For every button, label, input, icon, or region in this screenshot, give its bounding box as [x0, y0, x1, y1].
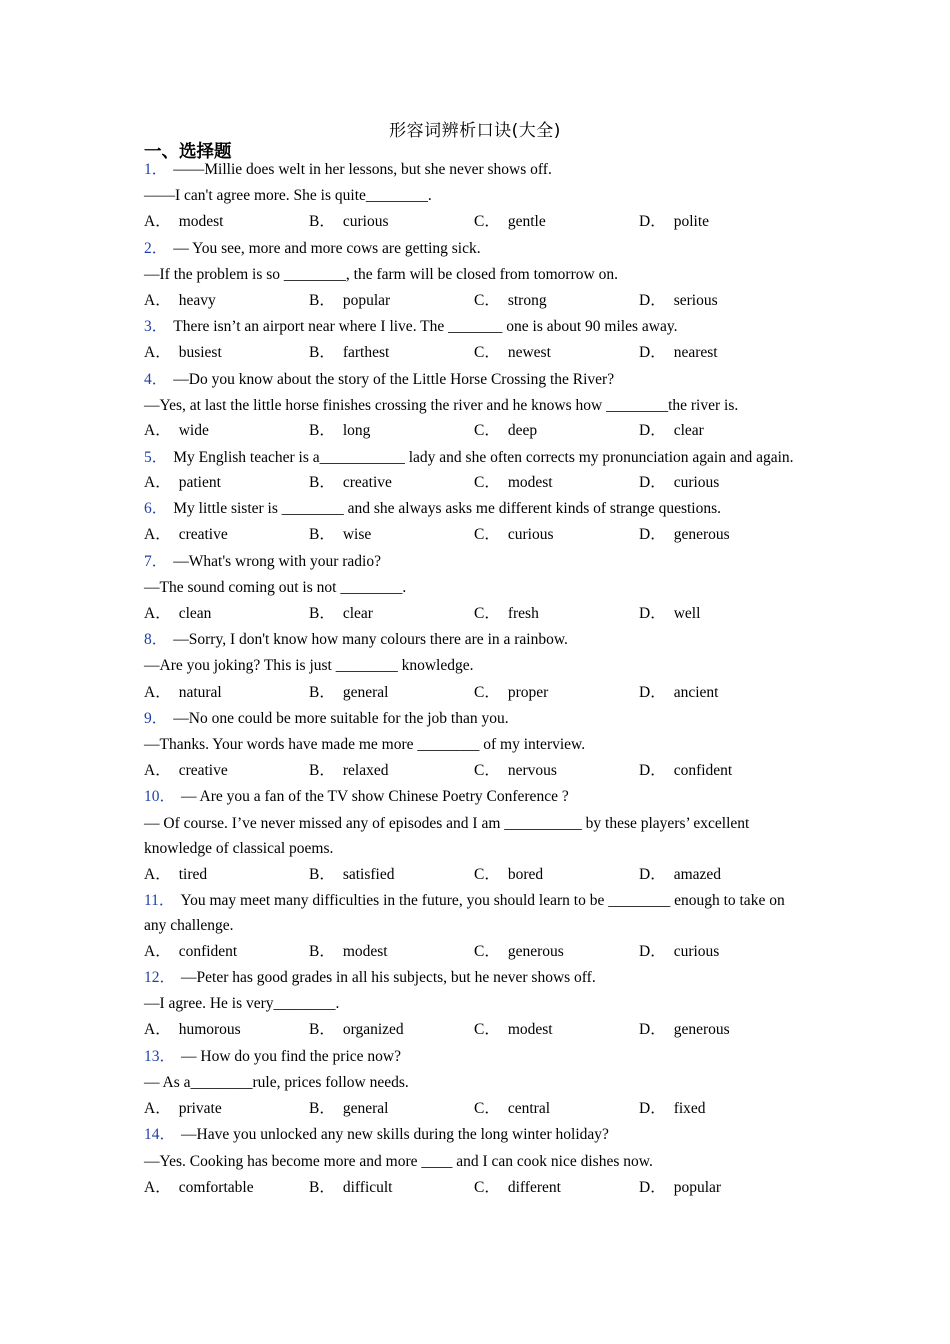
option-letter: A．	[144, 292, 171, 310]
answer-option[interactable]	[639, 418, 804, 444]
answer-options	[144, 1096, 804, 1122]
question-item	[144, 157, 804, 236]
question-number: 3．	[144, 318, 168, 336]
question-text: —Thanks. Your words have made me more ________ of my interview.	[144, 736, 586, 754]
option-letter: C．	[474, 474, 500, 492]
option-letter: D．	[639, 422, 666, 440]
option-letter: A．	[144, 865, 171, 883]
option-letter: D．	[639, 292, 666, 310]
option-letter: A．	[144, 1178, 171, 1196]
answer-option[interactable]	[309, 418, 474, 444]
answer-option[interactable]	[309, 209, 474, 235]
option-letter: B．	[309, 1100, 335, 1118]
option-letter: D．	[639, 683, 666, 701]
answer-option[interactable]	[474, 939, 639, 965]
question-text: —Are you joking? This is just ________ knowledge.	[144, 657, 474, 675]
option-letter: D．	[639, 474, 666, 492]
option-text: generous	[673, 526, 730, 544]
option-letter: B．	[309, 422, 335, 440]
answer-option[interactable]	[474, 1175, 639, 1201]
answer-options	[144, 758, 804, 784]
question-stem	[144, 496, 804, 522]
option-letter: C．	[474, 605, 500, 623]
option-text: well	[673, 605, 701, 623]
option-letter: C．	[474, 292, 500, 310]
option-text: relaxed	[342, 762, 389, 780]
question-stem	[144, 236, 804, 262]
answer-option[interactable]	[144, 418, 309, 444]
option-text: deep	[507, 422, 538, 440]
option-letter: D．	[639, 213, 666, 231]
option-letter: B．	[309, 1178, 335, 1196]
question-stem	[144, 1044, 804, 1070]
answer-option[interactable]	[639, 1017, 804, 1043]
question-number: 4．	[144, 370, 168, 388]
option-letter: C．	[474, 213, 500, 231]
answer-option[interactable]	[639, 522, 804, 548]
answer-options	[144, 680, 804, 706]
answer-option[interactable]	[309, 680, 474, 706]
question-item	[144, 1122, 804, 1201]
answer-option[interactable]	[474, 288, 639, 314]
answer-option[interactable]	[474, 418, 639, 444]
answer-option[interactable]	[639, 209, 804, 235]
question-text: ——I can't agree more. She is quite________.	[144, 187, 432, 205]
option-letter: B．	[309, 605, 335, 623]
option-text: fresh	[507, 605, 539, 623]
answer-option[interactable]	[144, 680, 309, 706]
option-text: tired	[178, 865, 208, 883]
answer-option[interactable]	[309, 862, 474, 888]
option-text: amazed	[673, 865, 722, 883]
answer-options	[144, 1017, 804, 1043]
answer-options	[144, 862, 804, 888]
answer-option[interactable]	[144, 939, 309, 965]
answer-option[interactable]	[309, 522, 474, 548]
option-letter: C．	[474, 422, 500, 440]
option-text: difficult	[342, 1178, 393, 1196]
question-number: 6．	[144, 500, 168, 518]
question-dialogue-line	[144, 575, 804, 601]
answer-option[interactable]	[144, 522, 309, 548]
option-text: modest	[342, 942, 388, 960]
option-letter: C．	[474, 683, 500, 701]
option-letter: D．	[639, 865, 666, 883]
option-text: curious	[507, 526, 554, 544]
option-text: clear	[673, 422, 704, 440]
option-letter: B．	[309, 213, 335, 231]
question-stem	[144, 888, 804, 939]
answer-option[interactable]	[639, 340, 804, 366]
question-stem	[144, 627, 804, 653]
question-item	[144, 965, 804, 1044]
question-dialogue-line	[144, 1149, 804, 1175]
question-text: —Yes, at last the little horse finishes crossing the river and he knows how ________the river is.	[144, 396, 739, 414]
option-text: bored	[507, 865, 544, 883]
question-text: ——Millie does welt in her lessons, but she never shows off.	[173, 161, 552, 178]
answer-options	[144, 288, 804, 314]
question-item	[144, 706, 804, 785]
question-dialogue-line	[144, 653, 804, 679]
option-text: nervous	[507, 762, 557, 780]
question-text: —Peter has good grades in all his subjects, but he never shows off.	[181, 969, 596, 987]
answer-options	[144, 418, 804, 444]
question-text: —If the problem is so ________, the farm will be closed from tomorrow on.	[144, 265, 618, 283]
question-text: — As a________rule, prices follow needs.	[144, 1073, 409, 1091]
question-number: 14．	[144, 1126, 176, 1144]
option-text: popular	[673, 1178, 722, 1196]
option-text: long	[342, 422, 371, 440]
option-letter: A．	[144, 942, 171, 960]
question-item	[144, 784, 804, 887]
option-letter: A．	[144, 683, 171, 701]
question-text: You may meet many difficulties in the future, you should learn to be ________ enough to take on any challenge.	[144, 891, 785, 935]
option-text: satisfied	[342, 865, 395, 883]
answer-option[interactable]	[474, 522, 639, 548]
option-letter: B．	[309, 762, 335, 780]
question-stem	[144, 549, 804, 575]
answer-option[interactable]	[474, 601, 639, 627]
answer-option[interactable]	[639, 601, 804, 627]
option-letter: B．	[309, 292, 335, 310]
question-number: 12．	[144, 969, 176, 987]
option-letter: B．	[309, 865, 335, 883]
option-text: generous	[507, 942, 564, 960]
answer-option[interactable]	[309, 1017, 474, 1043]
question-text: —What's wrong with your radio?	[173, 552, 381, 570]
answer-option[interactable]	[309, 758, 474, 784]
question-dialogue-line	[144, 183, 804, 209]
option-letter: C．	[474, 526, 500, 544]
answer-option[interactable]	[639, 862, 804, 888]
answer-options	[144, 601, 804, 627]
answer-options	[144, 522, 804, 548]
option-text: general	[342, 683, 389, 701]
option-letter: D．	[639, 762, 666, 780]
answer-option[interactable]	[309, 340, 474, 366]
question-item	[144, 549, 804, 628]
option-letter: B．	[309, 942, 335, 960]
question-stem	[144, 367, 804, 393]
option-text: clear	[342, 605, 373, 623]
option-letter: D．	[639, 605, 666, 623]
option-text: different	[507, 1178, 561, 1196]
question-text: —Yes. Cooking has become more and more ____ and I can cook nice dishes now.	[144, 1152, 653, 1170]
option-text: general	[342, 1100, 389, 1118]
question-item	[144, 888, 804, 965]
option-letter: A．	[144, 344, 171, 362]
option-text: gentle	[507, 213, 546, 231]
answer-option[interactable]	[144, 1096, 309, 1122]
option-text: natural	[178, 683, 222, 701]
option-letter: D．	[639, 344, 666, 362]
option-letter: C．	[474, 942, 500, 960]
answer-option[interactable]	[309, 601, 474, 627]
option-letter: C．	[474, 762, 500, 780]
question-text: — How do you find the price now?	[181, 1047, 401, 1065]
option-text: heavy	[178, 292, 216, 310]
option-text: organized	[342, 1021, 404, 1039]
option-letter: A．	[144, 213, 171, 231]
option-text: proper	[507, 683, 549, 701]
question-text: —Sorry, I don't know how many colours there are in a rainbow.	[173, 631, 568, 649]
question-number: 5．	[144, 448, 168, 466]
question-number: 7．	[144, 552, 168, 570]
question-text: —Do you know about the story of the Little Horse Crossing the River?	[173, 370, 615, 388]
answer-option[interactable]	[144, 862, 309, 888]
question-item	[144, 367, 804, 445]
page-title: 形容词辨析口诀(大全)	[389, 121, 561, 141]
answer-option[interactable]	[144, 470, 309, 496]
option-letter: C．	[474, 865, 500, 883]
answer-options	[144, 340, 804, 366]
option-text: polite	[673, 213, 710, 231]
question-number: 10．	[144, 788, 176, 806]
option-text: creative	[178, 526, 228, 544]
option-text: modest	[507, 474, 553, 492]
option-text: curious	[673, 474, 720, 492]
option-text: curious	[673, 942, 720, 960]
question-stem	[144, 1122, 804, 1148]
question-list	[144, 157, 804, 1201]
answer-option[interactable]	[474, 470, 639, 496]
answer-options	[144, 1175, 804, 1201]
option-letter: B．	[309, 474, 335, 492]
question-dialogue-line	[144, 393, 804, 419]
question-number: 2．	[144, 239, 168, 257]
option-letter: A．	[144, 474, 171, 492]
option-letter: A．	[144, 762, 171, 780]
option-letter: D．	[639, 1100, 666, 1118]
answer-options	[144, 939, 804, 965]
answer-option[interactable]	[144, 288, 309, 314]
answer-option[interactable]	[474, 1017, 639, 1043]
question-stem	[144, 706, 804, 732]
question-number: 8．	[144, 631, 168, 649]
option-text: confident	[673, 762, 733, 780]
answer-option[interactable]	[144, 601, 309, 627]
question-dialogue-line	[144, 1070, 804, 1096]
option-letter: B．	[309, 344, 335, 362]
answer-option[interactable]	[474, 758, 639, 784]
option-letter: D．	[639, 526, 666, 544]
answer-option[interactable]	[639, 758, 804, 784]
answer-options	[144, 209, 804, 235]
answer-option[interactable]	[474, 680, 639, 706]
question-item	[144, 314, 804, 366]
question-text: My English teacher is a___________ lady and she often corrects my pronunciation again and again.	[173, 448, 794, 466]
section-heading: 一、选择题	[144, 142, 232, 162]
answer-option[interactable]	[144, 340, 309, 366]
question-stem	[144, 157, 804, 183]
question-number: 9．	[144, 709, 168, 727]
option-text: clean	[178, 605, 212, 623]
option-letter: C．	[474, 1100, 500, 1118]
question-text: —The sound coming out is not ________.	[144, 578, 407, 596]
question-text: My little sister is ________ and she always asks me different kinds of strange questions.	[173, 500, 721, 518]
question-stem	[144, 784, 804, 810]
option-text: strong	[507, 292, 547, 310]
option-text: wise	[342, 526, 372, 544]
option-text: confident	[178, 942, 238, 960]
option-letter: D．	[639, 1178, 666, 1196]
option-text: newest	[507, 344, 551, 362]
option-letter: C．	[474, 344, 500, 362]
answer-option[interactable]	[639, 939, 804, 965]
option-text: modest	[178, 213, 224, 231]
question-stem	[144, 445, 804, 471]
option-text: modest	[507, 1021, 553, 1039]
question-number: 1．	[144, 161, 168, 178]
answer-option[interactable]	[639, 288, 804, 314]
answer-option[interactable]	[639, 470, 804, 496]
option-text: farthest	[342, 344, 390, 362]
question-stem	[144, 314, 804, 340]
option-letter: D．	[639, 1021, 666, 1039]
answer-option[interactable]	[309, 939, 474, 965]
answer-option[interactable]	[474, 1096, 639, 1122]
answer-option[interactable]	[474, 340, 639, 366]
question-text: —Have you unlocked any new skills during the long winter holiday?	[181, 1126, 609, 1144]
option-letter: B．	[309, 1021, 335, 1039]
option-text: creative	[178, 762, 228, 780]
option-letter: C．	[474, 1178, 500, 1196]
answer-option[interactable]	[474, 209, 639, 235]
question-text: — Are you a fan of the TV show Chinese Poetry Conference ?	[181, 788, 569, 806]
answer-option[interactable]	[144, 209, 309, 235]
question-item	[144, 445, 804, 497]
question-text: — You see, more and more cows are getting sick.	[173, 239, 481, 257]
option-text: nearest	[673, 344, 718, 362]
option-letter: A．	[144, 1021, 171, 1039]
option-text: private	[178, 1100, 222, 1118]
question-dialogue-line	[144, 811, 804, 862]
question-item	[144, 1044, 804, 1123]
option-letter: B．	[309, 526, 335, 544]
option-text: fixed	[673, 1100, 706, 1118]
question-text: There isn’t an airport near where I live. The _______ one is about 90 miles away.	[173, 318, 678, 336]
question-number: 13．	[144, 1047, 176, 1065]
question-number: 11．	[144, 891, 175, 909]
answer-option[interactable]	[144, 1175, 309, 1201]
answer-option[interactable]	[639, 680, 804, 706]
option-text: central	[507, 1100, 551, 1118]
option-letter: B．	[309, 683, 335, 701]
option-text: popular	[342, 292, 391, 310]
question-stem	[144, 965, 804, 991]
question-dialogue-line	[144, 991, 804, 1017]
answer-option[interactable]	[309, 470, 474, 496]
question-text: — Of course. I’ve never missed any of episodes and I am __________ by these players’ excellent knowledge of classical poems.	[144, 814, 750, 858]
answer-option[interactable]	[309, 1096, 474, 1122]
option-text: creative	[342, 474, 392, 492]
answer-option[interactable]	[639, 1175, 804, 1201]
question-item	[144, 496, 804, 548]
question-text: —I agree. He is very________.	[144, 995, 340, 1013]
answer-option[interactable]	[639, 1096, 804, 1122]
option-letter: C．	[474, 1021, 500, 1039]
option-letter: D．	[639, 942, 666, 960]
question-dialogue-line	[144, 262, 804, 288]
option-text: comfortable	[178, 1178, 254, 1196]
option-letter: A．	[144, 422, 171, 440]
option-text: curious	[342, 213, 389, 231]
option-text: patient	[178, 474, 221, 492]
option-letter: A．	[144, 605, 171, 623]
answer-option[interactable]	[144, 758, 309, 784]
option-text: humorous	[178, 1021, 241, 1039]
answer-option[interactable]	[309, 1175, 474, 1201]
option-letter: A．	[144, 526, 171, 544]
option-text: busiest	[178, 344, 222, 362]
answer-options	[144, 470, 804, 496]
answer-option[interactable]	[144, 1017, 309, 1043]
question-item	[144, 236, 804, 315]
option-text: ancient	[673, 683, 719, 701]
answer-option[interactable]	[474, 862, 639, 888]
option-letter: A．	[144, 1100, 171, 1118]
option-text: serious	[673, 292, 718, 310]
question-text: —No one could be more suitable for the job than you.	[173, 709, 509, 727]
option-text: generous	[673, 1021, 730, 1039]
option-text: wide	[178, 422, 209, 440]
question-item	[144, 627, 804, 706]
answer-option[interactable]	[309, 288, 474, 314]
question-dialogue-line	[144, 732, 804, 758]
